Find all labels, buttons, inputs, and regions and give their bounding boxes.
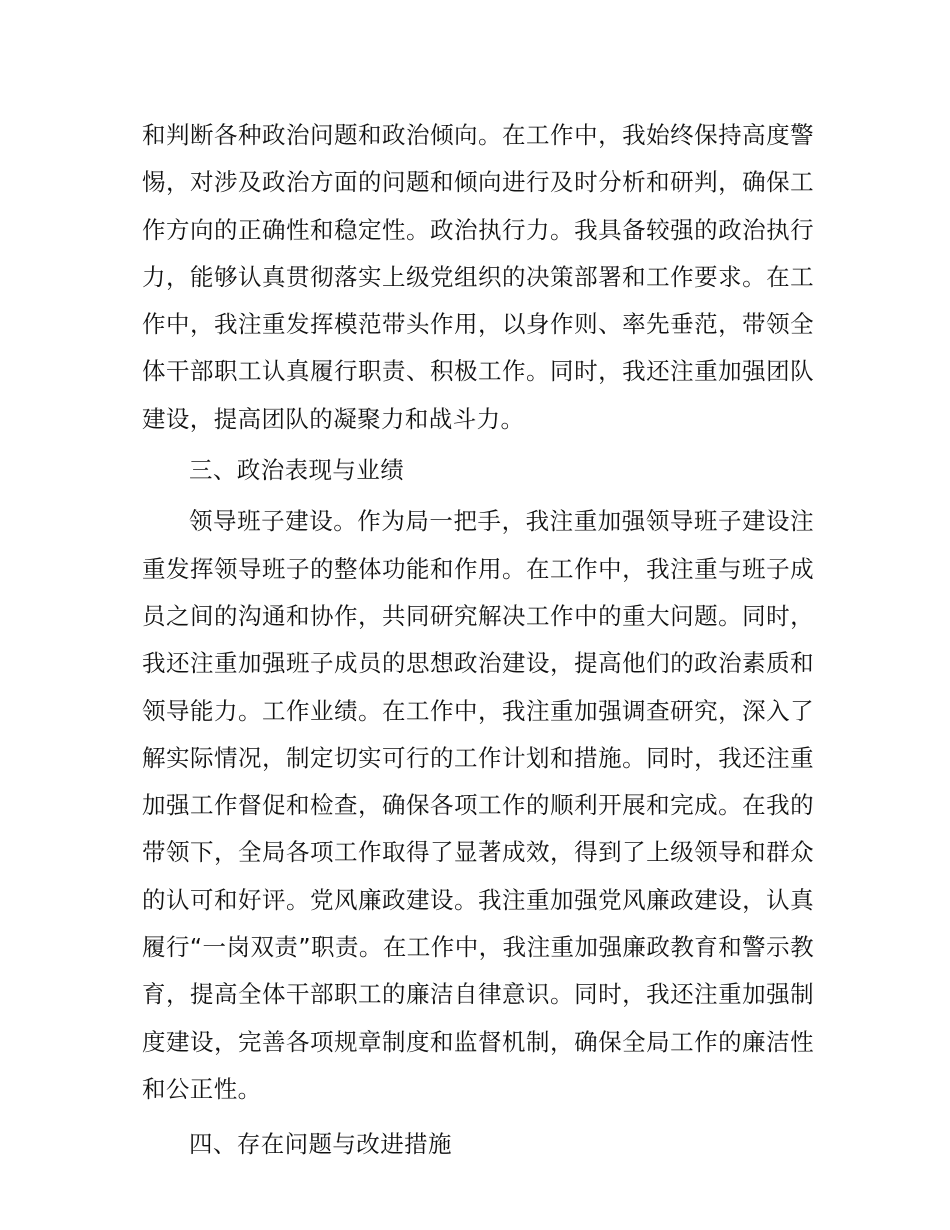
paragraph-performance: 领导班子建设。作为局一把手，我注重加强领导班子建设注重发挥领导班子的整体功能和作用。在工作中，我注重与班子成员之间的沟通和协作，共同研究解决工作中的重大问题。同时，我还注重加强班子成员的思想政治建设，提高他们的政治素质和领导能力。工作业绩。在工作中，我注重加强调查研究，深入了解实际情况，制定切实可行的工作计划和措施。同时，我还注重加强工作督促和检查，确保各项工作的顺利开展和完成。在我的带领下，全局各项工作取得了显著成效，得到了上级领导和群众的认可和好评。党风廉政建设。我注重加强党风廉政建设，认真履行“一岗双责”职责。在工作中，我注重加强廉政教育和警示教育，提高全体干部职工的廉洁自律意识。同时，我还注重加强制度建设，完善各项规章制度和监督机制，确保全局工作的廉洁性和公正性。: [142, 507, 814, 1103]
paragraph-political-judgment: 和判断各种政治问题和政治倾向。在工作中，我始终保持高度警惕，对涉及政治方面的问题和倾向进行及时分析和研判，确保工作方向的正确性和稳定性。政治执行力。我具备较强的政治执行力，能够认真贯彻落实上级党组织的决策部署和工作要求。在工作中，我注重发挥模范带头作用，以身作则、率先垂范，带领全体干部职工认真履行职责、积极工作。同时，我还注重加强团队建设，提高团队的凝聚力和战斗力。: [142, 121, 814, 433]
section-heading-3: 三、政治表现与业绩: [189, 456, 405, 485]
section-heading-4: 四、存在问题与改进措施: [189, 1130, 452, 1159]
document-page: [142, 112, 814, 1173]
